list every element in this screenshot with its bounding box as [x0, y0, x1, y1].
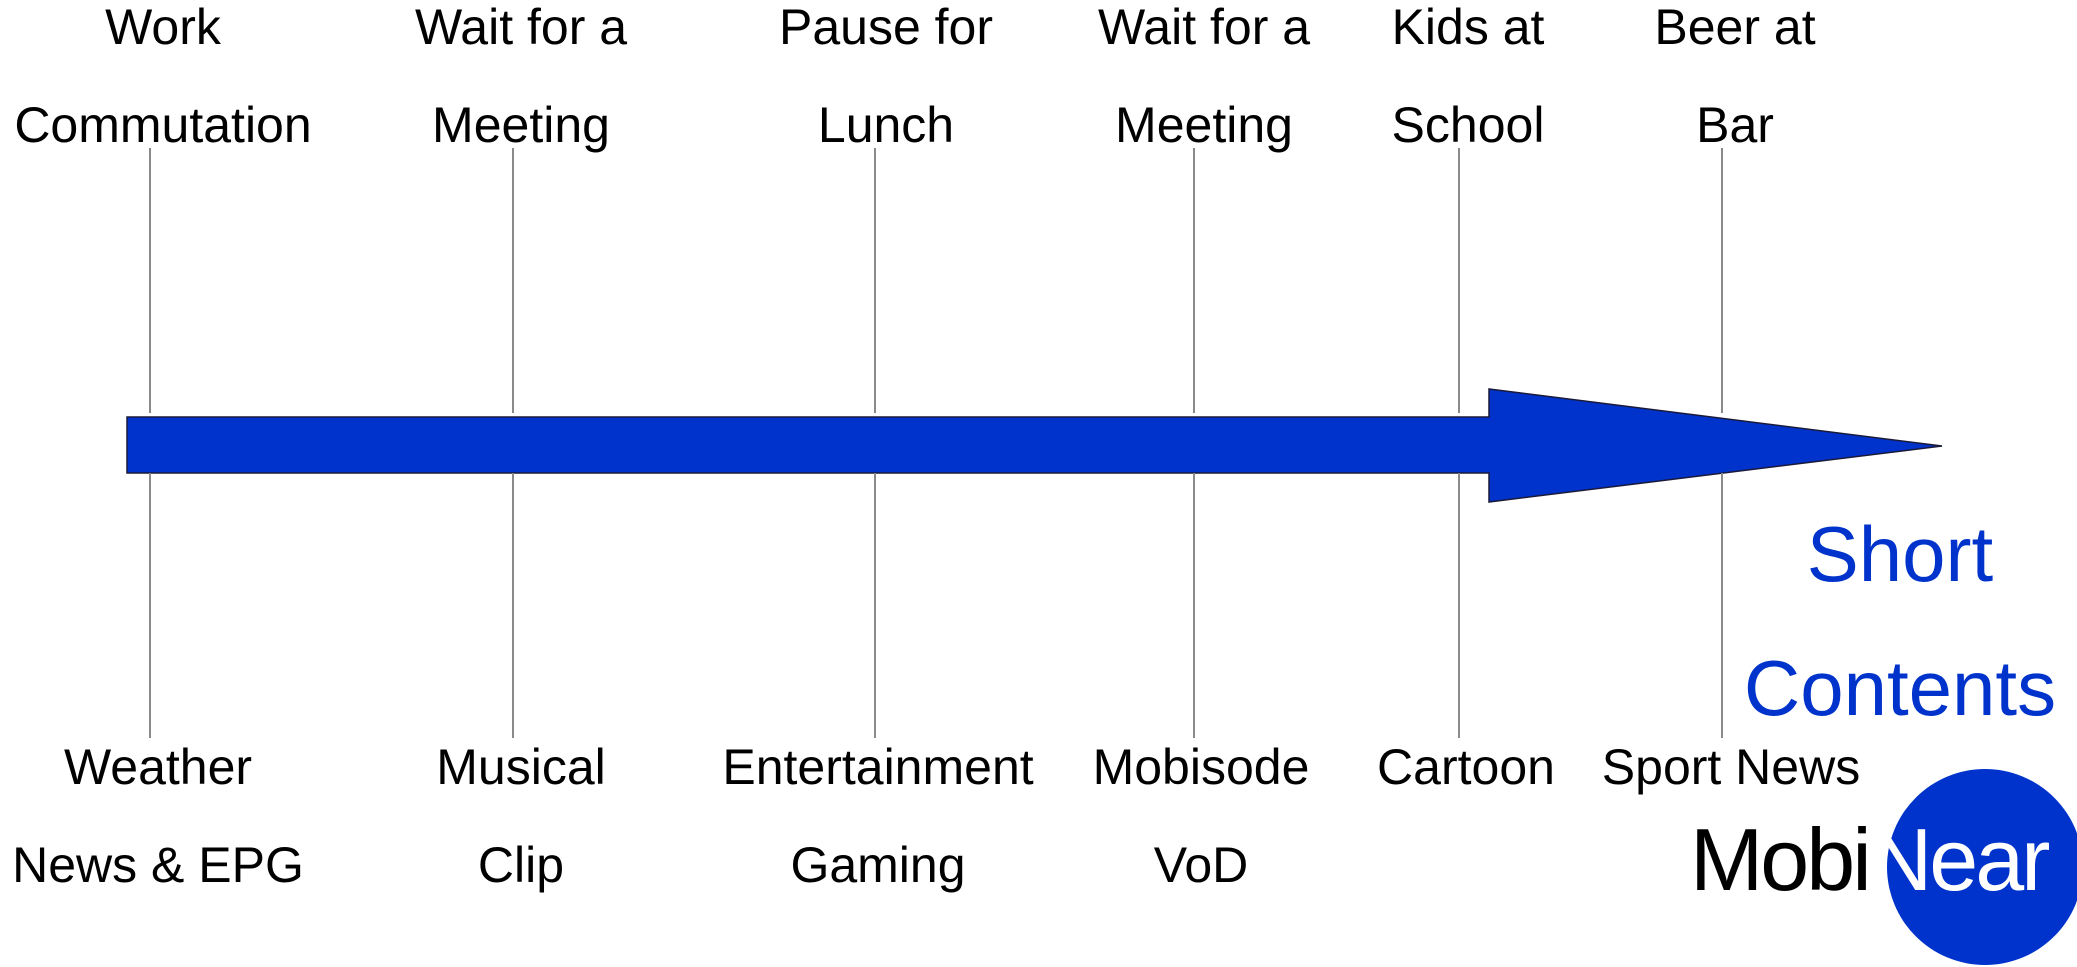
- situation-label-line1: Wait for a: [1097, 0, 1311, 55]
- situation-label: [1098, 0, 1310, 174]
- content-label-line1: Musical: [436, 739, 606, 795]
- situation-label: [415, 0, 627, 174]
- situation-label: [1392, 0, 1545, 174]
- situation-label-line2: Lunch: [817, 97, 955, 153]
- content-label: [722, 718, 1033, 914]
- tick-upper-3: [874, 148, 876, 413]
- content-label-line1: Mobisode: [1092, 739, 1310, 795]
- tick-lower-1: [149, 473, 151, 738]
- situation-label-line1: Pause for: [778, 0, 994, 55]
- short-contents-line1: Short: [1806, 510, 1994, 598]
- content-label-line2: Clip: [477, 837, 565, 893]
- tick-lower-5: [1458, 473, 1460, 738]
- tick-lower-2: [512, 473, 514, 738]
- situation-label-line1: Beer at: [1654, 0, 1816, 55]
- tick-upper-1: [149, 148, 151, 413]
- situation-label-line2: Meeting: [1115, 97, 1293, 153]
- content-label-line1: Entertainment: [722, 739, 1034, 795]
- situation-label-line1: Work: [105, 0, 221, 55]
- content-label-line2: Gaming: [790, 837, 966, 893]
- content-label-line1: Sport News: [1601, 739, 1861, 795]
- tick-upper-5: [1458, 148, 1460, 413]
- content-label: [1377, 718, 1555, 816]
- situation-label-line2: Meeting: [432, 97, 610, 153]
- content-label-line1: Cartoon: [1377, 739, 1555, 795]
- tick-upper-2: [512, 148, 514, 413]
- tick-lower-3: [874, 473, 876, 738]
- logo-wordmark: [1690, 810, 2048, 910]
- logo-text-mobi: Mobi: [1690, 810, 1869, 909]
- situation-label: [779, 0, 993, 174]
- content-label-line2: VoD: [1153, 837, 1249, 893]
- content-label-line2: News & EPG: [12, 837, 304, 893]
- mobinear-logo: [1690, 766, 2077, 967]
- tick-lower-6: [1721, 473, 1723, 738]
- situation-label-line2: School: [1391, 97, 1545, 153]
- situation-label-line1: Kids at: [1391, 0, 1545, 55]
- situation-label-line1: Wait for a: [414, 0, 628, 55]
- short-contents-label: [1744, 487, 2056, 755]
- content-label: [12, 718, 304, 914]
- content-label: [1093, 718, 1310, 914]
- logo-text-near: Near: [1868, 810, 2048, 909]
- situation-label-line2: Commutation: [14, 97, 312, 153]
- situation-label: [1654, 0, 1815, 174]
- situation-label: [14, 0, 311, 174]
- tick-lower-4: [1193, 473, 1195, 738]
- tick-upper-4: [1193, 148, 1195, 413]
- situation-label-line2: Bar: [1696, 97, 1774, 153]
- content-label: [436, 718, 605, 914]
- short-contents-line2: Contents: [1743, 644, 2057, 732]
- tick-upper-6: [1721, 148, 1723, 413]
- timeline-arrow-shape: [127, 389, 1942, 502]
- content-label-line1: Weather: [63, 739, 253, 795]
